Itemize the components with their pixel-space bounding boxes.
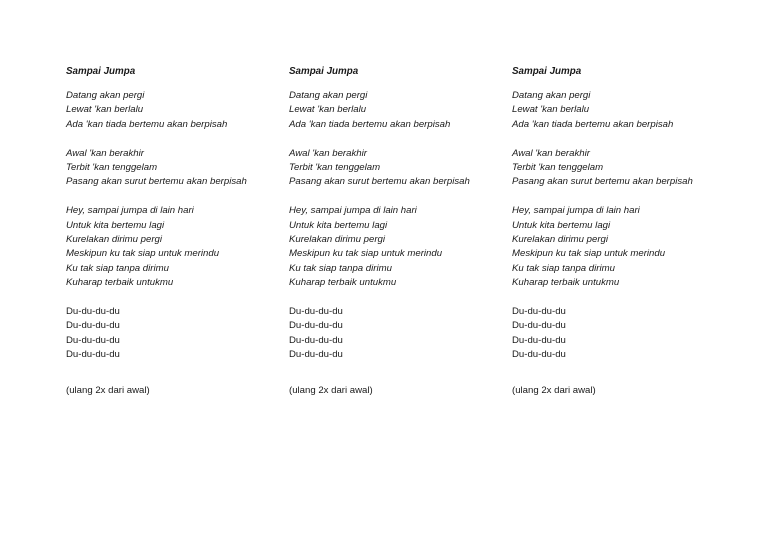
lyric-line: Ada 'kan tiada bertemu akan berpisah — [512, 118, 674, 130]
lyric-line: Kurelakan dirimu pergi — [512, 233, 608, 245]
lyric-line: Meskipun ku tak siap untuk merindu — [289, 248, 443, 260]
verse-2 — [512, 147, 727, 190]
repeat-note: (ulang 2x dari awal) — [289, 385, 373, 397]
song-title: Sampai Jumpa — [289, 66, 359, 77]
lyric-line: Meskipun ku tak siap untuk merindu — [66, 248, 220, 260]
lyric-line: Du-du-du-du — [512, 305, 566, 317]
verse-1 — [289, 89, 504, 132]
lyric-line: Lewat 'kan berlalu — [512, 104, 590, 116]
repeat-note: (ulang 2x dari awal) — [66, 385, 150, 397]
verse-1 — [512, 89, 727, 132]
lyric-line: Du-du-du-du — [289, 320, 343, 332]
song-title: Sampai Jumpa — [66, 66, 136, 77]
lyric-line: Pasang akan surut bertemu akan berpisah — [289, 176, 470, 188]
repeat-note: (ulang 2x dari awal) — [512, 385, 596, 397]
lyric-line: Kurelakan dirimu pergi — [289, 233, 385, 245]
lyric-line: Du-du-du-du — [512, 320, 566, 332]
lyric-line: Du-du-du-du — [66, 349, 120, 361]
lyrics-column-3 — [512, 64, 727, 399]
lyric-line: Untuk kita bertemu lagi — [289, 219, 388, 231]
lyric-line: Pasang akan surut bertemu akan berpisah — [512, 176, 693, 188]
lyric-line: Du-du-du-du — [512, 349, 566, 361]
lyric-line: Du-du-du-du — [289, 305, 343, 317]
lyric-line: Untuk kita bertemu lagi — [512, 219, 611, 231]
lyric-line: Pasang akan surut bertemu akan berpisah — [66, 176, 247, 188]
lyric-line: Datang akan pergi — [66, 90, 145, 101]
lyric-line: Kuharap terbaik untukmu — [289, 277, 397, 289]
chorus — [512, 204, 727, 290]
lyric-line: Hey, sampai jumpa di lain hari — [512, 205, 640, 217]
lyric-line: Du-du-du-du — [66, 320, 120, 332]
lyrics-column-1 — [66, 64, 281, 399]
lyric-line: Untuk kita bertemu lagi — [66, 219, 165, 231]
lyric-line: Awal 'kan berakhir — [512, 147, 590, 159]
lyric-line: Kuharap terbaik untukmu — [66, 277, 174, 289]
lyric-line: Terbit 'kan tenggelam — [512, 161, 604, 173]
lyric-line: Lewat 'kan berlalu — [66, 104, 144, 116]
lyric-line: Hey, sampai jumpa di lain hari — [289, 205, 417, 217]
lyric-line: Hey, sampai jumpa di lain hari — [66, 205, 194, 217]
lyric-line: Terbit 'kan tenggelam — [289, 161, 381, 173]
outro — [512, 305, 727, 363]
lyric-line: Awal 'kan berakhir — [289, 147, 367, 159]
verse-1 — [66, 89, 281, 132]
lyric-line: Ada 'kan tiada bertemu akan berpisah — [289, 118, 451, 130]
lyric-line: Du-du-du-du — [289, 334, 343, 346]
lyric-line: Terbit 'kan tenggelam — [66, 161, 158, 173]
lyric-line: Du-du-du-du — [66, 334, 120, 346]
lyric-line: Datang akan pergi — [289, 90, 368, 101]
chorus — [289, 204, 504, 290]
lyric-line: Kuharap terbaik untukmu — [512, 277, 620, 289]
song-title: Sampai Jumpa — [512, 66, 582, 77]
lyric-line: Ku tak siap tanpa dirimu — [289, 262, 392, 274]
lyric-line: Lewat 'kan berlalu — [289, 104, 367, 116]
lyric-line: Kurelakan dirimu pergi — [66, 233, 162, 245]
outro — [66, 305, 281, 363]
lyric-line: Meskipun ku tak siap untuk merindu — [512, 248, 666, 260]
lyric-line: Datang akan pergi — [512, 90, 591, 101]
lyrics-column-2 — [289, 64, 504, 399]
lyric-line: Ku tak siap tanpa dirimu — [66, 262, 169, 274]
chorus — [66, 204, 281, 290]
verse-2 — [66, 147, 281, 190]
lyric-line: Ada 'kan tiada bertemu akan berpisah — [66, 118, 228, 130]
verse-2 — [289, 147, 504, 190]
lyric-line: Du-du-du-du — [289, 349, 343, 361]
lyric-line: Du-du-du-du — [512, 334, 566, 346]
lyric-line: Ku tak siap tanpa dirimu — [512, 262, 615, 274]
lyric-line: Du-du-du-du — [66, 305, 120, 317]
lyric-line: Awal 'kan berakhir — [66, 147, 144, 159]
outro — [289, 305, 504, 363]
